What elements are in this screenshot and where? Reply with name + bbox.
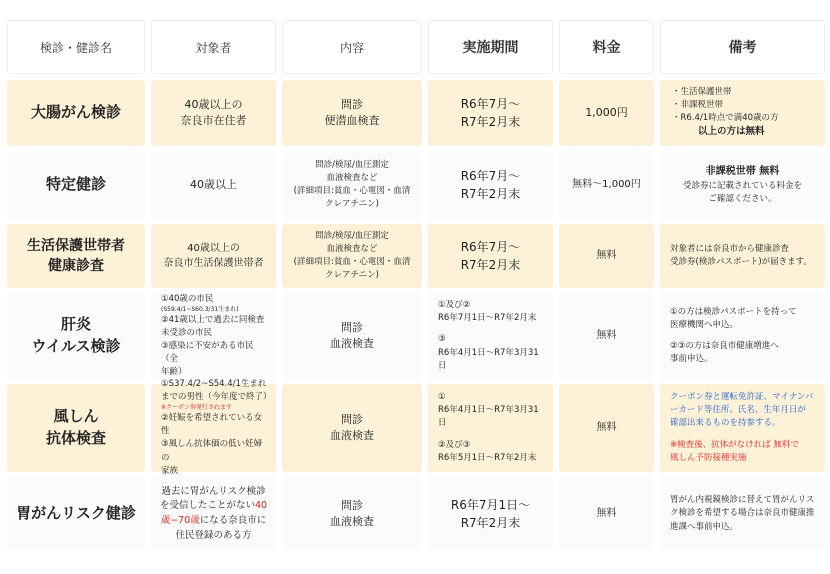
header-exam-name <box>7 20 145 74</box>
header-label: 備考 <box>728 40 757 56</box>
row-specific-checkup-target <box>151 152 276 218</box>
target-line: 奈良市在住者 <box>180 114 247 127</box>
target-line: ③感染に不安がある市民（全 <box>161 340 254 365</box>
fee-value: 無料 <box>596 422 617 434</box>
target-line: を受信したことがない <box>159 500 255 512</box>
fee-value: 無料 <box>596 250 617 262</box>
fee-value: 無料～1,000円 <box>572 179 641 191</box>
notes-line: ご確認ください。 <box>708 193 777 204</box>
content-line: 血液検査 <box>330 337 374 350</box>
exam-name: 生活保護世帯者 <box>27 237 125 254</box>
content-line: クレアチニン) <box>325 270 379 281</box>
content-line: 血液検査 <box>330 515 374 528</box>
exam-name: ウイルス検診 <box>31 337 121 355</box>
content-line: 問診 <box>341 97 363 111</box>
content-line: 問診 <box>341 320 363 334</box>
row-stomach-risk-target <box>151 478 276 550</box>
period-line: R6年4月1日～R7年3月31日 <box>438 405 539 429</box>
row-stomach-risk-fee <box>559 478 654 550</box>
row-specific-checkup-fee <box>559 152 654 218</box>
row-colorectal-target <box>151 80 276 146</box>
target-line: 過去に胃がんリスク検診 <box>161 485 266 497</box>
row-hepatitis-name <box>7 294 145 378</box>
period-line: R7年2月末 <box>460 187 521 201</box>
fee-value: 無料 <box>596 508 617 520</box>
target-line: ③風しん抗体価の低い妊婦の <box>161 439 263 463</box>
target-line: 年齢） <box>161 367 187 378</box>
header-label: 内容 <box>339 40 364 55</box>
target-line: 40歳以上の <box>187 242 240 254</box>
row-welfare-checkup-target <box>151 224 276 288</box>
header-target <box>151 20 276 74</box>
row-rubella-name <box>7 384 145 472</box>
row-stomach-risk-notes <box>660 478 825 550</box>
target-line: 家族 <box>161 465 179 476</box>
row-rubella-fee <box>559 384 654 472</box>
notes-line: ②③の方は奈良市健康増進へ <box>670 341 779 351</box>
content-line: クレアチニン) <box>325 199 379 210</box>
header-label: 実施期間 <box>462 40 519 56</box>
notes-line: ・生活保護世帯 <box>672 86 732 97</box>
notes-line: 受診券に記載されている料金を <box>682 180 802 191</box>
period-line: R6年7月～ <box>460 240 521 254</box>
row-rubella-period <box>428 384 553 472</box>
row-welfare-checkup-name <box>7 224 145 288</box>
row-hepatitis-target <box>151 294 276 378</box>
notes-line: 胃がん内視鏡検診に替えて胃がんリス <box>670 495 815 506</box>
period-line: ②及び③ <box>438 439 471 450</box>
notes-line: 事前申込。 <box>670 354 713 365</box>
fee-value: 1,000円 <box>585 105 628 119</box>
period-line: R6年5月1日～R7年2月末 <box>438 452 537 463</box>
target-line: 40歳以上 <box>190 177 237 191</box>
content-line: 問診 <box>341 498 363 512</box>
row-welfare-checkup-period <box>428 224 553 288</box>
content-line: 血液検査 <box>330 429 374 442</box>
exam-name: 健康診査 <box>48 258 104 274</box>
period-line: ①及び② <box>438 300 471 311</box>
target-line: ②妊娠を希望されている女性 <box>161 413 263 437</box>
period-line: ① <box>438 392 446 403</box>
notes-line: クーポン券と運転免許証、マイナンバ <box>670 392 814 403</box>
period-line: R6年4月1日～R7年3月31日 <box>438 347 539 371</box>
row-hepatitis-fee <box>559 294 654 378</box>
content-line: 問診/検尿/血圧測定 <box>315 159 389 170</box>
period-line: ③ <box>438 334 446 345</box>
period-line: R6年7月1日～R7年2月末 <box>438 313 537 324</box>
target-line: 40歳以上の <box>184 97 243 111</box>
row-specific-checkup-period <box>428 152 553 218</box>
row-welfare-checkup-content <box>282 224 422 288</box>
notes-line: ・非課税世帯 <box>672 100 724 111</box>
row-stomach-risk-name <box>7 478 145 550</box>
header-label: 検診・健診名 <box>39 40 112 55</box>
notes-line: 以上の方は無料 <box>698 126 765 138</box>
header-label: 対象者 <box>195 40 232 55</box>
target-line: 住民登録のある方 <box>175 529 252 541</box>
row-rubella-notes <box>660 384 825 472</box>
exam-name: 大腸がん検診 <box>30 103 121 122</box>
notes-line: ーカード等住所、氏名、生年月日が <box>670 405 806 416</box>
target-line: ①40歳の市民 <box>161 293 214 304</box>
notes-line: 風しん予防接種実施 <box>670 452 747 463</box>
content-line: 問診/検尿/血圧測定 <box>315 230 389 241</box>
fee-value: 無料 <box>596 330 617 342</box>
row-hepatitis-content <box>282 294 422 378</box>
notes-line: 対象者には奈良市から健康診査 <box>670 243 790 254</box>
target-line: ①S37.4/2~S54.4/1生まれ <box>161 379 267 389</box>
row-colorectal-period <box>428 80 553 146</box>
notes-line: ク検診を希望する場合は奈良市健康推 <box>670 508 815 519</box>
period-line: R7年2月末 <box>460 115 521 129</box>
exam-name: 胃がんリスク健診 <box>16 504 136 523</box>
row-stomach-risk-content <box>282 478 422 550</box>
content-line: (詳細項目:貧血・心電図・血清 <box>293 186 411 196</box>
row-colorectal-fee <box>559 80 654 146</box>
row-hepatitis-period <box>428 294 553 378</box>
exam-name: 特定健診 <box>45 175 106 194</box>
row-specific-checkup-content <box>282 152 422 218</box>
row-welfare-checkup-notes <box>660 224 825 288</box>
target-line: ※クーポン券発行されます <box>161 404 233 412</box>
exam-name: 抗体検査 <box>45 429 106 447</box>
period-line: R7年2月末 <box>460 258 521 272</box>
target-line: までの男性（今年度で終了） <box>161 392 272 403</box>
notes-line: ・R6.4/1時点で満40歳の方 <box>672 113 779 124</box>
content-line: (詳細項目:貧血・心電図・血清 <box>293 257 411 267</box>
target-line: (S59.4/1~S60.3/31生まれ) <box>161 305 239 313</box>
row-colorectal-content <box>282 80 422 146</box>
content-line: 問診 <box>341 412 363 426</box>
notes-line: ①の方は検診パスポートを持って <box>670 306 797 317</box>
period-line: R6年7月～ <box>460 169 521 183</box>
header-fee <box>559 20 654 74</box>
notes-line: 確認出来るものを持参する。 <box>670 418 781 429</box>
notes-line: 受診券(検診パスポート)が届きます。 <box>670 257 812 267</box>
target-highlight: 歳−70歳 <box>160 515 200 526</box>
row-colorectal-name <box>7 80 145 146</box>
period-line: R7年2月末 <box>460 516 521 530</box>
content-line: 血液検査など <box>326 243 378 254</box>
content-line: 血液検査など <box>326 172 378 183</box>
period-line: R6年7月～ <box>460 97 521 111</box>
header-notes <box>660 20 825 74</box>
target-line: 奈良市生活保護世帯者 <box>163 258 264 269</box>
notes-line: 医療機関へ申込。 <box>670 319 739 330</box>
exam-name: 肝炎 <box>60 315 91 334</box>
header-period <box>428 20 553 74</box>
row-colorectal-notes <box>660 80 825 146</box>
row-rubella-content <box>282 384 422 472</box>
header-label: 料金 <box>592 40 621 56</box>
notes-line: ※検査後、抗体がなければ 無料で <box>670 439 799 450</box>
notes-line: 進課へ事前申込。 <box>670 521 739 532</box>
exam-name: 風しん <box>53 407 99 426</box>
row-stomach-risk-period <box>428 478 553 550</box>
target-highlight: 40 <box>254 500 268 512</box>
row-hepatitis-notes <box>660 294 825 378</box>
target-line: ②41歳以上で過去に同検査 <box>161 314 265 325</box>
row-rubella-target <box>151 379 276 476</box>
target-line: になる奈良市に <box>199 515 267 526</box>
header-content <box>282 20 422 74</box>
notes-line: 非課税世帯 無料 <box>705 166 780 178</box>
period-line: R6年7月1日～ <box>450 498 531 512</box>
content-line: 便潜血検査 <box>324 114 380 127</box>
row-specific-checkup-name <box>7 152 145 218</box>
target-line: 未受診の市民 <box>161 327 213 338</box>
row-welfare-checkup-fee <box>559 224 654 288</box>
row-specific-checkup-notes <box>660 152 825 218</box>
